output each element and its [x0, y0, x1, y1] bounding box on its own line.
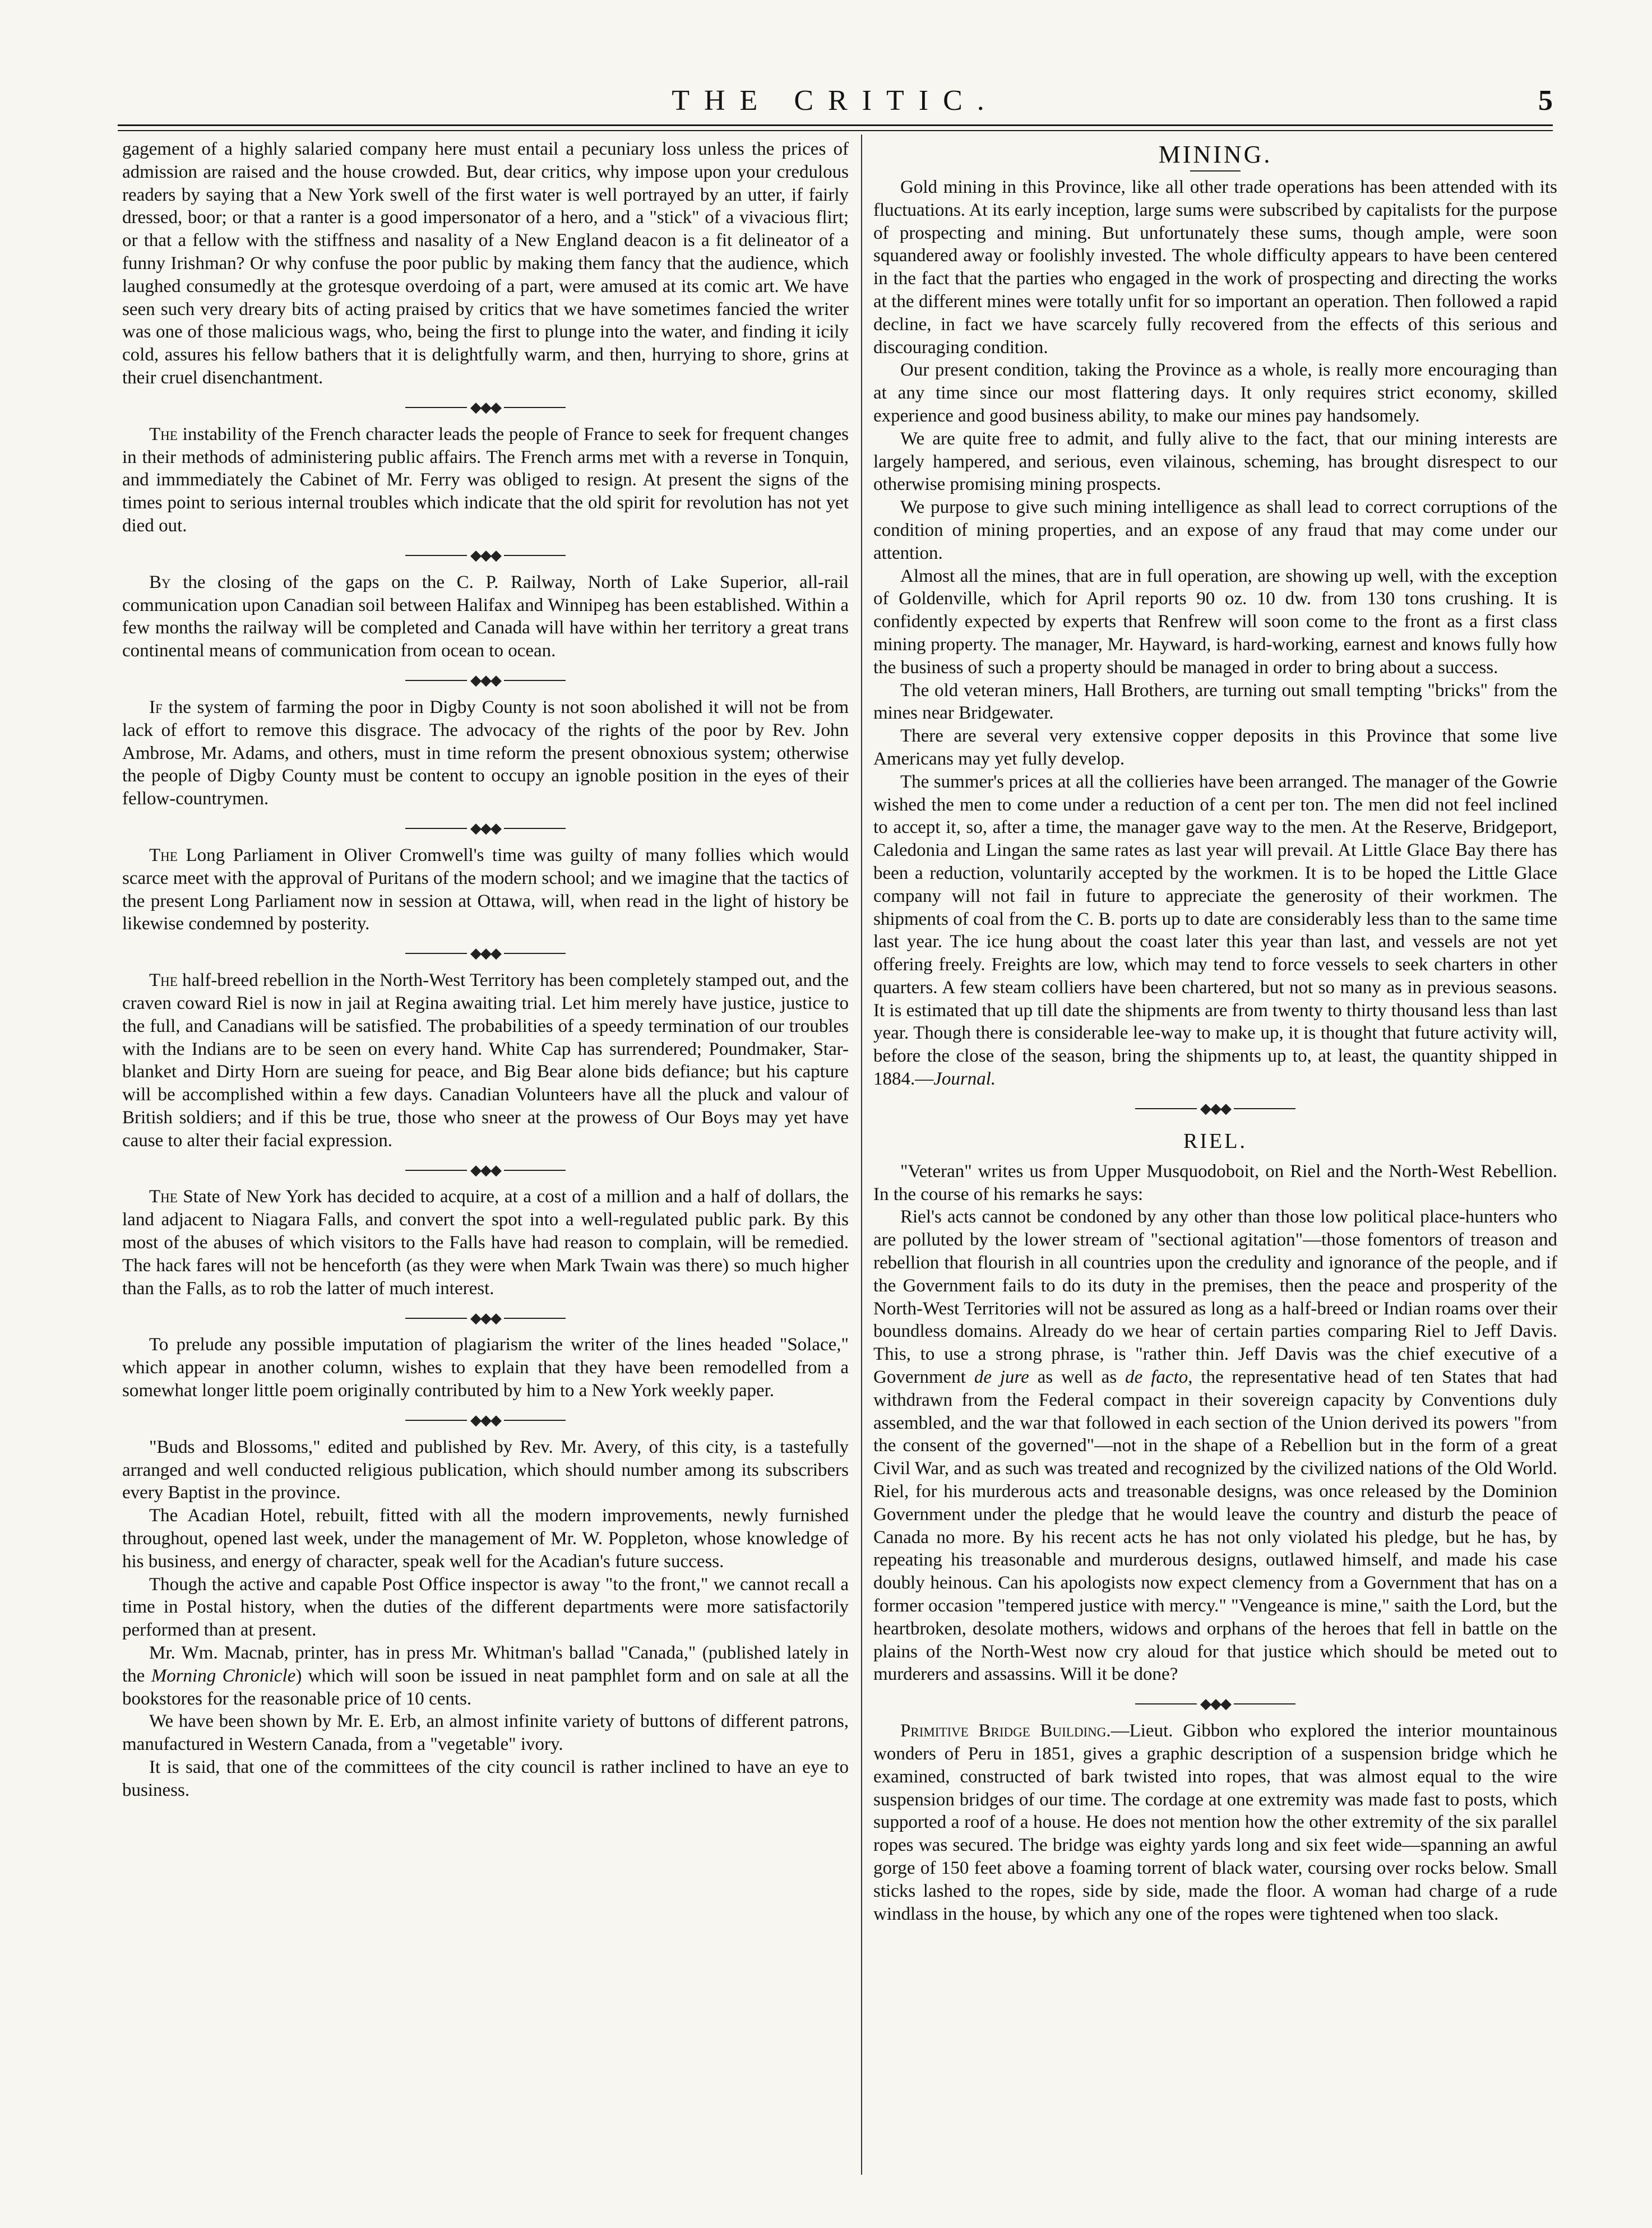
column-divider [861, 135, 862, 2175]
article-digby-poor: If the system of farming the poor in Digby County is not soon abolished it will not be from lack of effort to remove this disgrace. The advocacy of the rights of the poor by Rev. John Ambrose, Mr. Adams, and others, must in time reform the present obnoxious system; otherwise the people of Digby County must be content to occupy an ignoble position in the eyes of their fellow-countrymen. [122, 697, 849, 809]
section-ornament: ◆◆◆ [873, 1091, 1557, 1124]
section-ornament: ◆◆◆ [122, 1300, 849, 1333]
mining-heading: MINING. [1158, 141, 1272, 168]
section-ornament: ◆◆◆ [122, 1402, 849, 1436]
mining-paragraph: Gold mining in this Province, like all other trade operations has been attended with its fluctuations. At its early inception, large sums were subscribed by capitalists for the purpose of prospecting and mining. But unfortunately these sums, though ample, were soon squandered away or foolishly invested. The whole difficulty appears to have been centered in the fact that the parties who engaged in the work of prospecting and directing the works at the different mines were totally unfit for so important an operation. Then followed a rapid decline, in fact we have scarcely fully recovered from the effects of this serious and discouraging condition. [873, 177, 1557, 358]
section-ornament: ◆◆◆ [122, 1152, 849, 1185]
mining-paragraph: The old veteran miners, Hall Brothers, are turning out small tempting "bricks" from the mines near Bridgewater. [873, 680, 1557, 724]
article-primitive-bridge: Primitive Bridge Building.—Lieut. Gibbon who explored the interior mountainous wonders of Peru in 1851, gives a graphic description of a suspension bridge which he examined, constructed of bark twisted into ropes, that was almost equal to the wire suspension bridges of our time. The cordage at one extremity was made fast to posts, which supported a roof of a house. He does not mention how the other extremity of the six parallel ropes was secured. The bridge was eighty yards long and six feet wide—spanning an awful gorge of 150 feet above a foaming torrent of black water, coursing over rocks below. Small sticks lashed to the ropes, side by side, made the floor. A woman had charge of a rude windlass in the house, by which any one of the ropes were tightened when too slack. [873, 1721, 1557, 1924]
article-half-breed-rebellion: The half-breed rebellion in the North-West Territory has been completely stamped out, and the craven coward Riel is now in jail at Regina awaiting trial. Let him merely have justice, justice to the full, and Canadians will be satisfied. The probabilities of a speedy termination of our troubles with the Indians are to be seen on every hand. White Cap has surrendered; Poundmaker, Star-blanket and Dirty Horn are sueing for peace, and Big Bear alone bids defiance; but his capture will be accomplished within a few days. Canadian Volunteers have all the pluck and valour of British soldiers; and if this be true, those who sneer at the prowess of Our Boys may yet have cause to alter their facial expression. [122, 970, 849, 1151]
mining-paragraph: We purpose to give such mining intelligence as shall lead to correct corruptions of the condition of mining properties, and an expose of any fraud that may come under our attention. [873, 497, 1557, 563]
section-ornament: ◆◆◆ [873, 1686, 1557, 1720]
riel-paragraph: Riel's acts cannot be condoned by any other than those low political place-hunters who are polluted by the lower stream of "sectional agitation"—those fomentors of treason and rebellion that flourish in all countries upon the credulity and ignorance of the people, and if the Government fails to do its duty in the premises, then the peace and prosperity of the North-West Territories will not be assured as long as a half-breed or Indian roams over their boundless domains. Already do we hear of certain parties comparing Riel to Jeff Davis. This, to use a strong phrase, is "rather thin. Jeff Davis was the chief executive of a Government de jure as well as de facto, the representative head of ten States that had withdrawn from the Federal compact in their sovereign capacity by Conventions duly assembled, and the war that followed in each section of the Union derived its powers "from the consent of the governed"—not in the shape of a Rebellion but in the form of a great Civil War, and as such was treated and recognized by the civilized nations of the Old World. Riel, for his murderous acts and treasonable designs, was once released by the Dominion Government under the pledge that he would leave the country and disturb the peace of Canada no more. By his recent acts he has not only violated his pledge, but he has, by repeating his treasonable and murderous designs, outlawed himself, and made his case doubly heinous. Can his apologists now expect clemency from a Government that has on a former occasion "tempered justice with mercy." "Vengeance is mine," saith the Lord, but the heartbroken, desolate mothers, widows and orphans of the heroes that fell in battle on the plains of the North-West now cry aloud for that justice which should be meted out to murderers and assassins. Will it be done? [873, 1207, 1557, 1685]
section-ornament: ◆◆◆ [122, 538, 849, 571]
section-ornament: ◆◆◆ [122, 663, 849, 696]
mining-paragraph: The summer's prices at all the collieries have been arranged. The manager of the Gowrie wished the men to come under a reduction of a cent per ton. The men did not feel inclined to accept it, so, after a time, the manager gave way to the men. At the Reserve, Bridgeport, Caledonia and Lingan the same rates as last year will prevail. At Little Glace Bay there has been a reduction, voluntarily accepted by the workmen. It is to be hoped the Little Glace company will not fail in future to appreciate the generosity of their workmen. The shipments of coal from the C. B. ports up to date are considerably less than to the same time last year. The ice hung about the coast later this year than last, and vessels are not yet offering freely. Freights are low, which may tend to force vessels to seek charters in other quarters. A few steam colliers have been chartered, but not so many as in previous seasons. It is estimated that up till date the shipments are from twenty to thirty thousand less than last year. Though there is considerable lee-way to make up, it is thought that future activity will, before the close of the season, bring the shipments up to, at least, the quantity shipped in 1884.—Journal. [873, 771, 1557, 1090]
article-french-character: The instability of the French character leads the people of France to seek for frequent changes in their methods of administering public affairs. The French arms met with a reverse in Tonquin, and immmediately the Cabinet of Mr. Ferry was obliged to resign. At present the signs of the times point to serious internal troubles which indicate that the old spirit for revolution has not yet died out. [122, 424, 849, 536]
item-city-council: It is said, that one of the committees of the city council is rather inclined to have an eye to business. [122, 1757, 849, 1800]
section-ornament: ◆◆◆ [122, 810, 849, 844]
mining-paragraph: We are quite free to admit, and fully alive to the fact, that our mining interests are largely hampered, and serious, even vilainous, scheming, has brought disrespect to our otherwise promising mining prospects. [873, 428, 1557, 495]
article-long-parliament: The Long Parliament in Oliver Cromwell's time was guilty of many follies which would scarce meet with the approval of Puritans of the modern school; and we imagine that the tactics of the present Long Parliament now in session at Ottawa, will, when read in the light of history be likewise condemned by posterity. [122, 845, 849, 934]
riel-heading: RIEL. [1183, 1129, 1247, 1153]
article-cp-railway: By the closing of the gaps on the C. P. Railway, North of Lake Superior, all-rail communication upon Canadian soil between Halifax and Winnipeg has been established. Within a few months the railway will be completed and Canada will have within her territory a great trans continental means of communication from ocean to ocean. [122, 572, 849, 661]
item-acadian-hotel: The Acadian Hotel, rebuilt, fitted with all the modern improvements, newly furnished throughout, opened last week, under the management of Mr. W. Poppleton, whose knowledge of his business, and energy of character, speak well for the Acadian's future success. [122, 1506, 849, 1572]
item-macnab-printer: Mr. Wm. Macnab, printer, has in press Mr. Whitman's ballad "Canada," (published lately in the Morning Chronicle) which will soon be issued in neat pamphlet form and on sale at all the bookstores for the reasonable price of 10 cents. [122, 1643, 849, 1709]
item-post-office: Though the active and capable Post Office inspector is away "to the front," we cannot recall a time in Postal history, when the duties of the different departments were more satisfactorily performed than at present. [122, 1574, 849, 1641]
masthead-rule [118, 124, 1553, 131]
article-plagiarism-note: To prelude any possible imputation of plagiarism the writer of the lines headed "Solace," which appear in another column, wishes to explain that they have been remodelled from a somewhat longer little poem originally contributed by him to a New York weekly paper. [122, 1335, 849, 1401]
section-ornament: ◆◆◆ [122, 935, 849, 969]
right-column [873, 138, 1557, 1925]
publication-title: THE CRITIC. [672, 85, 999, 117]
item-buttons: We have been shown by Mr. E. Erb, an almost infinite variety of buttons of different patrons, manufactured in Western Canada, from a "vegetable" ivory. [122, 1711, 849, 1755]
page-number: 5 [1538, 85, 1553, 117]
article-niagara-park: The State of New York has decided to acquire, at a cost of a million and a half of dollars, the land adjacent to Niagara Falls, and convert the spot into a well-regulated public park. By this most of the abuses of which visitors to the Falls have had reason to complain, will be remedied. The hack fares will not be henceforth (as they were when Mark Twain was there) so much higher than the Falls, as to rob the latter of much interest. [122, 1187, 849, 1299]
mining-paragraph: There are several very extensive copper deposits in this Province that some live Americans may yet fully develop. [873, 726, 1557, 769]
masthead [118, 84, 1553, 123]
mining-paragraph: Almost all the mines, that are in full operation, are showing up well, with the exception of Goldenville, which for April reports 90 oz. 10 dw. from 130 tons crushing. It is confidently expected by experts that Renfrew will soon come to the front as a first class mining property. The manager, Mr. Hayward, is hard-working, earnest and knows fully how the business of such a property should be managed in order to bring about a success. [873, 566, 1557, 678]
riel-paragraph: "Veteran" writes us from Upper Musquodoboit, on Riel and the North-West Rebellion. In the course of his remarks he says: [873, 1161, 1557, 1205]
mining-heading-rule [1190, 170, 1241, 172]
section-ornament: ◆◆◆ [122, 390, 849, 423]
mining-paragraph: Our present condition, taking the Province as a whole, is really more encouraging than at any time since our most flattering days. It only requires strict economy, skilled experience and good business ability, to make our mines pay handsomely. [873, 360, 1557, 426]
left-column [122, 138, 849, 1802]
article-theatre-critics: gagement of a highly salaried company here must entail a pecuniary loss unless the prices of admission are raised and the house crowded. But, dear critics, why impose upon your credulous readers by saying that a New York swell of the first water is well portrayed by an utter, if fairly dressed, boor; or that a ranter is a good impersonator of a hero, and a "stick" of a vivacious flirt; or that a fellow with the stiffness and nasality of a New England deacon is a fit delineator of a funny Irishman? Or why confuse the poor public by making them fancy that the audience, which laughed consumedly at the grotesque overdoing of a part, were amused at its comic art. We have seen such very dreary bits of acting praised by critics that we have sometimes fancied the writer was one of those malicious wags, who, being the first to plunge into the water, and finding it icily cold, assures his fellow bathers that it is delightfully warm, and then, hurrying to shore, grins at their cruel disenchantment. [122, 139, 849, 388]
item-buds-and-blossoms: "Buds and Blossoms," edited and published by Rev. Mr. Avery, of this city, is a tastefully arranged and well conducted religious publication, which should number among its subscribers every Baptist in the province. [122, 1437, 849, 1503]
